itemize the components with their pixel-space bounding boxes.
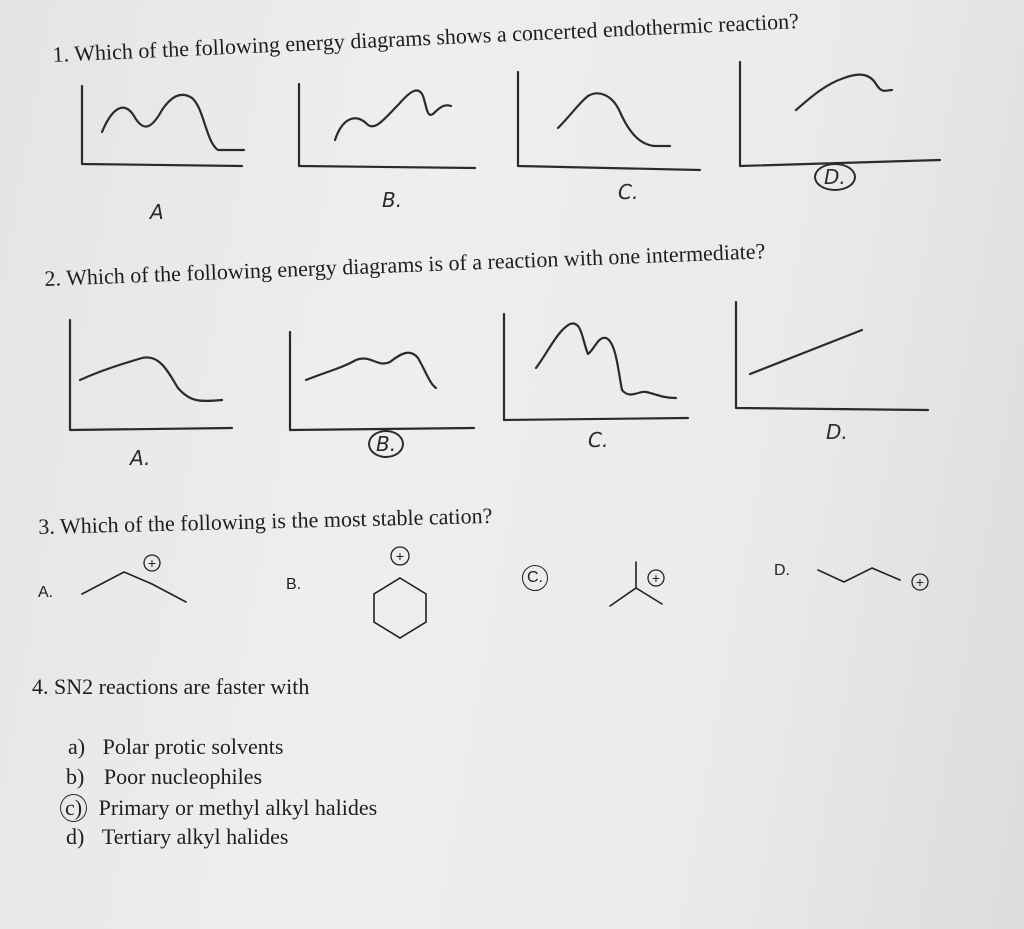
q3-charge-c: + [651, 570, 661, 586]
question-number: 1. [52, 41, 70, 67]
q4-option-a [68, 734, 283, 760]
question-4 [32, 674, 309, 700]
q3-structure-b [352, 542, 452, 652]
q2-label-d: D. [826, 420, 848, 444]
q2-diagram-a [66, 316, 266, 436]
question-number: 2. [44, 265, 62, 291]
option-text: Primary or methyl alkyl halides [98, 795, 378, 820]
question-3 [38, 503, 493, 540]
q3-label-c: C. [527, 569, 543, 586]
q3-charge-d: + [915, 574, 925, 590]
q2-diagram-c [500, 310, 700, 430]
q3-structure-d [814, 558, 954, 618]
question-number: 4. [32, 674, 49, 699]
q4-option-b [66, 764, 262, 790]
option-text: Tertiary alkyl halides [101, 824, 289, 849]
question-text: Which of the following is the most stable cation? [59, 502, 493, 539]
q3-structure-a [80, 552, 200, 622]
q2-label-b-circled [368, 430, 404, 458]
q3-label-a: A. [38, 584, 54, 601]
q3-charge-a: + [147, 555, 157, 571]
question-text: Which of the following energy diagrams is of a reaction with one intermediate? [65, 238, 766, 291]
q1-diagram-a [78, 80, 278, 190]
q3-charge-b: + [395, 548, 405, 564]
q4-option-d [66, 824, 288, 850]
q3-structure-c [604, 552, 694, 632]
q4-option-c [60, 794, 377, 822]
option-letter: d) [66, 824, 85, 849]
q1-diagram-d [736, 56, 956, 176]
option-letter-circled [60, 794, 87, 822]
q1-label-d-circled [814, 163, 856, 191]
q1-label-b: B. [382, 188, 403, 212]
q3-label-b: B. [286, 576, 302, 593]
option-text: Polar protic solvents [102, 734, 284, 759]
q2-label-c: C. [588, 428, 609, 452]
q1-diagram-c [514, 66, 714, 176]
q1-label-d: D. [824, 165, 846, 189]
q3-label-d: D. [774, 562, 790, 579]
q2-label-b: B. [376, 432, 397, 456]
question-2 [44, 238, 766, 292]
q2-label-a: A. [130, 446, 151, 470]
q1-label-c: C. [618, 180, 639, 204]
option-letter: b) [66, 764, 85, 789]
q1-label-a: A [150, 200, 164, 224]
question-text: Which of the following energy diagrams shows a concerted endothermic reaction? [73, 8, 800, 66]
option-letter: c) [65, 795, 83, 820]
q1-diagram-b [295, 76, 495, 186]
q2-diagram-d [732, 298, 932, 418]
question-number: 3. [38, 513, 56, 539]
option-text: Poor nucleophiles [103, 764, 263, 789]
q3-label-c-circled [522, 565, 548, 591]
question-1 [52, 8, 799, 68]
option-letter: a) [68, 734, 86, 759]
question-text: SN2 reactions are faster with [54, 674, 310, 699]
